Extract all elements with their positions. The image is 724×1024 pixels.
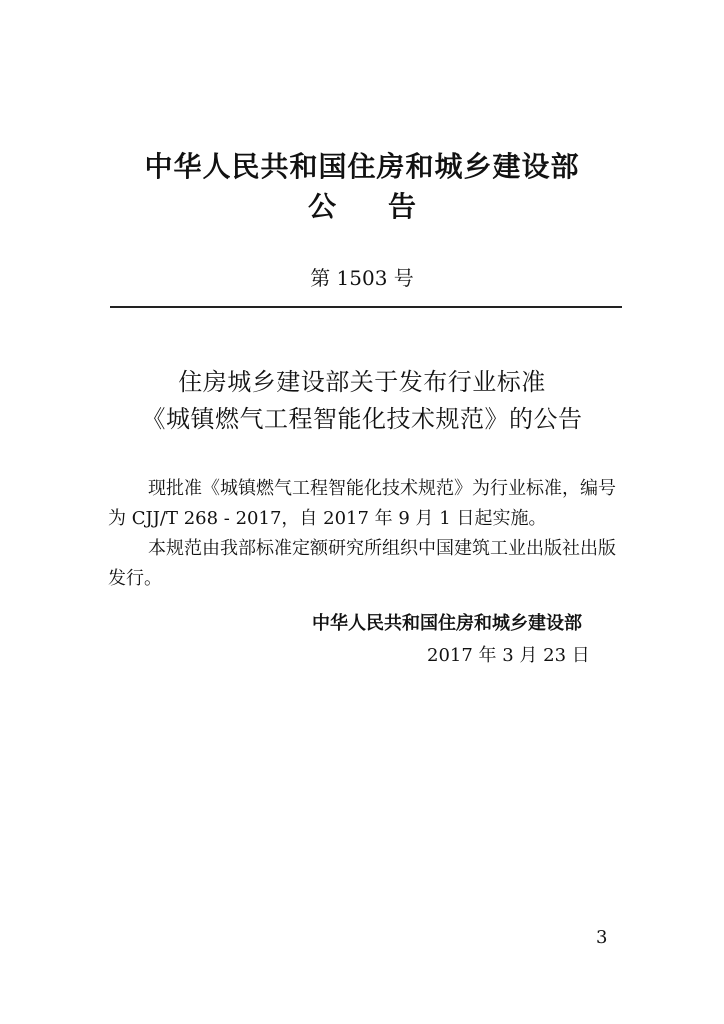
notice-number: 第 1503 号 <box>310 266 414 290</box>
paragraph-publisher-line-2: 发行。 <box>108 568 162 589</box>
paragraph-publisher <box>108 534 628 594</box>
paragraph-approval <box>108 474 628 534</box>
signature-date: 2017 年 3 月 23 日 <box>427 645 590 666</box>
separator-line <box>110 306 622 308</box>
issuer-title: 中华人民共和国住房和城乡建设部 <box>144 150 580 183</box>
announcement-headline-line-1: 住房城乡建设部关于发布行业标准 <box>178 368 546 396</box>
signature: 中华人民共和国住房和城乡建设部 <box>312 613 582 634</box>
paragraph-approval-line-2: 为 CJJ/T 268 - 2017，自 2017 年 9 月 1 日起实施。 <box>108 508 547 529</box>
page-number: 3 <box>596 927 608 948</box>
notice-title <box>0 190 724 224</box>
paragraph-approval-text-1: 现批准《城镇燃气工程智能化技术规范》为行业标准，编号 <box>148 478 616 499</box>
notice-title-right: 告 <box>388 190 417 223</box>
paragraph-publisher-line-1 <box>108 534 628 564</box>
notice-title-left: 公 <box>307 190 336 223</box>
announcement-headline-line-2: 《城镇燃气工程智能化技术规范》的公告 <box>141 405 583 433</box>
paragraph-approval-line-1 <box>108 474 628 504</box>
paragraph-publisher-text-1: 本规范由我部标准定额研究所组织中国建筑工业出版社出版 <box>148 538 616 559</box>
